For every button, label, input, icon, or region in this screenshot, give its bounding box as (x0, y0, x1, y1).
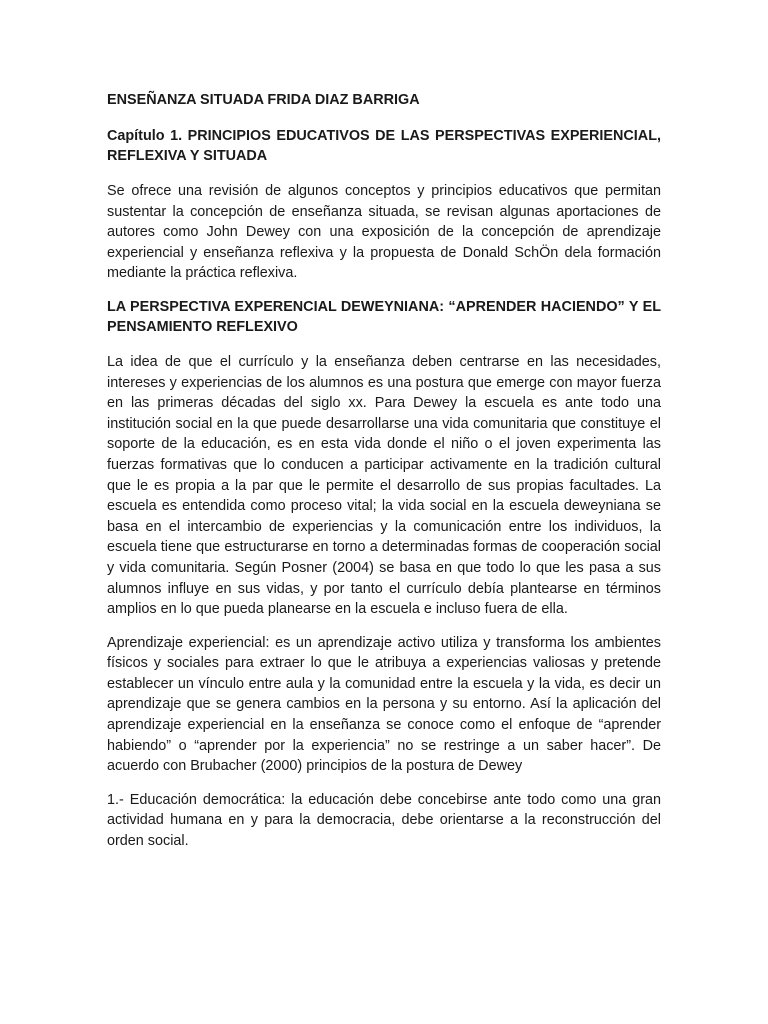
chapter-title: Capítulo 1. PRINCIPIOS EDUCATIVOS DE LAS PERSPECTIVAS EXPERIENCIAL, REFLEXIVA Y SITUADA (107, 128, 661, 164)
document-title: ENSEÑANZA SITUADA FRIDA DIAZ BARRIGA (107, 92, 420, 108)
body-paragraph-dewey: La idea de que el currículo y la enseñanza deben centrarse en las necesidades, intereses y experiencias de los alumnos es una postura que emerge con mayor fuerza en las primeras décadas del siglo xx. Para Dewey la escuela es ante todo una institución social en la que puede desarrollarse una vida comunitaria que constituye el soporte de la educación, es en esta vida donde el niño o el joven experimenta las fuerzas formativas que lo conducen a participar activamente en la tradición cultural que le es propia a la par que le permite el desarrollo de sus propias facultades. La escuela es entendida como proceso vital; la vida social en la escuela deweyniana se basa en el intercambio de experiencias y la comunicación entre los individuos, la escuela tiene que estructurarse en torno a determinadas formas de cooperación social y vida comunitaria. Según Posner (2004) se basa en que todo lo que les pasa a sus alumnos influye en sus vidas, y por tanto el currículo debía plantearse en términos amplios en lo que pueda planearse en la escuela e incluso fuera de ella. (107, 353, 661, 618)
section-title: LA PERSPECTIVA EXPERENCIAL DEWEYNIANA: “APRENDER HACIENDO” Y EL PENSAMIENTO REFLEXIVO (107, 298, 661, 335)
body-paragraph-democratic-education: 1.- Educación democrática: la educación debe concebirse ante todo como una gran actividad humana en y para la democracia, debe orientarse a la reconstrucción del orden social. (107, 791, 661, 850)
document-page (107, 90, 661, 865)
body-paragraph-experiential-learning: Aprendizaje experiencial: es un aprendizaje activo utiliza y transforma los ambientes físicos y sociales para extraer lo que le atribuya a experiencias valiosas y pretende establecer un vínculo entre aula y la comunidad entre la escuela y la vida, es decir un aprendizaje que se genera cambios en la persona y su entorno. Así la aplicación del aprendizaje experiencial en la enseñanza se conoce como el enfoque de “aprender habiendo” o “aprender por la experiencia” no se restringe a un saber hacer”. De acuerdo con Brubacher (2000) principios de la postura de Dewey (107, 634, 661, 775)
intro-paragraph: Se ofrece una revisión de algunos conceptos y principios educativos que permitan sustentar la concepción de enseñanza situada, se revisan algunas aportaciones de autores como John Dewey con una exposición de la concepción de aprendizaje experiencial y enseñanza reflexiva y la propuesta de Donald SchÖn dela formación mediante la práctica reflexiva. (107, 183, 661, 282)
